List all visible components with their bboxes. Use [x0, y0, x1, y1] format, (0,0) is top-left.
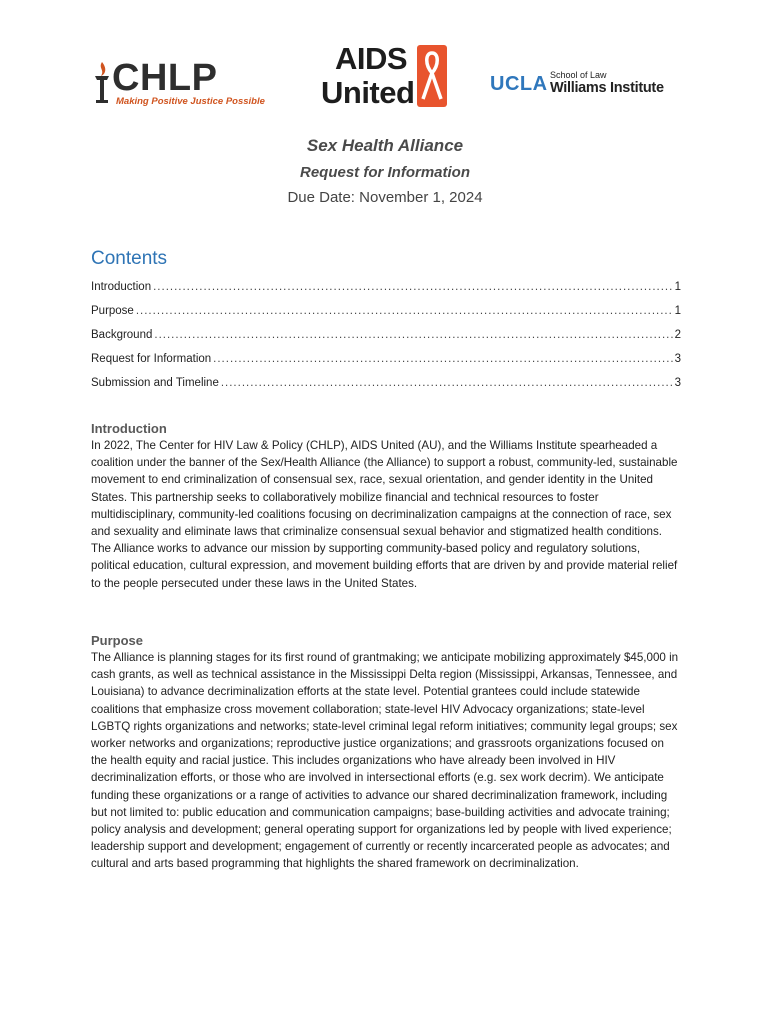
- torch-icon: [92, 60, 112, 106]
- toc-entry-submission-and-timeline[interactable]: [91, 371, 681, 395]
- table-of-contents: [91, 247, 681, 395]
- aids-united-line1: AIDS: [335, 41, 408, 76]
- toc-leader-dots: [213, 347, 672, 371]
- toc-entry-label: Background: [91, 329, 153, 341]
- toc-entry-page: 3: [674, 353, 681, 365]
- ribbon-icon: [417, 45, 447, 107]
- document-subtitle: Request for Information: [299, 164, 470, 181]
- toc-entry-label: Request for Information: [91, 353, 212, 365]
- ucla-school-label: School of Law: [550, 70, 607, 80]
- toc-entry-page: 1: [674, 281, 681, 293]
- chlp-logo: [92, 57, 265, 108]
- toc-entry-label: Introduction: [91, 281, 152, 293]
- toc-leader-dots: [154, 323, 672, 347]
- chlp-wordmark: CHLP: [112, 57, 218, 99]
- ucla-wordmark: UCLA: [490, 73, 548, 95]
- williams-institute-label: Williams Institute: [550, 80, 664, 96]
- introduction-body: In 2022, The Center for HIV Law & Policy (CHLP), AIDS United (AU), and the Williams Institute spearheaded a coalition under the banner of the Sex/Health Alliance (the Alliance) to support a robust, community-led, sustainable movement to end criminalization of consensual sex, race, sexual orientation, and gender identity in the United States. This partnership seeks to collaboratively mobilize financial and technical resources to foster multidisciplinary, community-led coalitions focusing on decriminalization campaigns at the connection of race, sex and sexuality and eliminate laws that criminalize consensual sexual behavior and stigmatized health conditions. The Alliance works to advance our mission by supporting community-based policy and regulatory solutions, political education, cultural expression, and movement building efforts that are driven by and provide material relief to the people persecuted under these laws in the United States.: [91, 439, 678, 590]
- toc-leader-dots: [221, 371, 673, 395]
- aids-united-logo: [321, 43, 451, 113]
- toc-entry-background[interactable]: [91, 323, 681, 347]
- purpose-heading: Purpose: [91, 633, 144, 648]
- toc-entry-page: 3: [674, 377, 681, 389]
- introduction-section: [91, 420, 681, 592]
- due-date: Due Date: November 1, 2024: [287, 189, 483, 206]
- title-block: [0, 135, 770, 209]
- purpose-body: The Alliance is planning stages for its first round of grantmaking; we anticipate mobilizing approximately $45,000 in cash grants, as well as technical assistance in the Mississippi Delta region (Mississippi, Arkansas, Tennessee, and Louisiana) to advance decriminalization efforts at the state level. Potential grantees could include statewide coalitions that emphasize cross movement collaboration; state-level HIV Advocacy organizations; state-level LGBTQ rights organizations and networks; state-level criminal legal reform initiatives; community legal groups; sex worker networks and organizations; reproductive justice organizations; and grassroots organizations focused on the health equity and racial justice. This includes organizations who have already been involved in HIV decriminalization efforts, or those who are involved in intersectional efforts (e.g. sex work decrim). We anticipate funding these organizations or a range of activities to advance our shared decriminalization framework, including but not limited to: public education and communication campaigns; base-building activities and advocate training; policy analysis and development; general operating support for organizations led by people with lived experience; leadership support and development; engagement of currently or recently incarcerated people as advocates; and cultural and arts based programming that highlights the shared framework on decriminalization.: [91, 651, 679, 871]
- purpose-section: [91, 632, 681, 873]
- document-title: Sex Health Alliance: [306, 136, 464, 155]
- toc-entry-purpose[interactable]: [91, 299, 681, 323]
- toc-entry-introduction[interactable]: [91, 275, 681, 299]
- aids-united-line2: United: [321, 75, 415, 110]
- toc-entry-label: Submission and Timeline: [91, 377, 219, 389]
- toc-leader-dots: [136, 299, 673, 323]
- toc-heading: Contents: [91, 248, 168, 269]
- introduction-heading: Introduction: [91, 421, 167, 436]
- ucla-williams-logo: [490, 70, 670, 100]
- toc-entry-page: 1: [674, 305, 681, 317]
- chlp-tagline: Making Positive Justice Possible: [116, 96, 265, 107]
- toc-entry-request-for-information[interactable]: [91, 347, 681, 371]
- toc-leader-dots: [153, 275, 672, 299]
- toc-entry-page: 2: [674, 329, 681, 341]
- toc-entry-label: Purpose: [91, 305, 134, 317]
